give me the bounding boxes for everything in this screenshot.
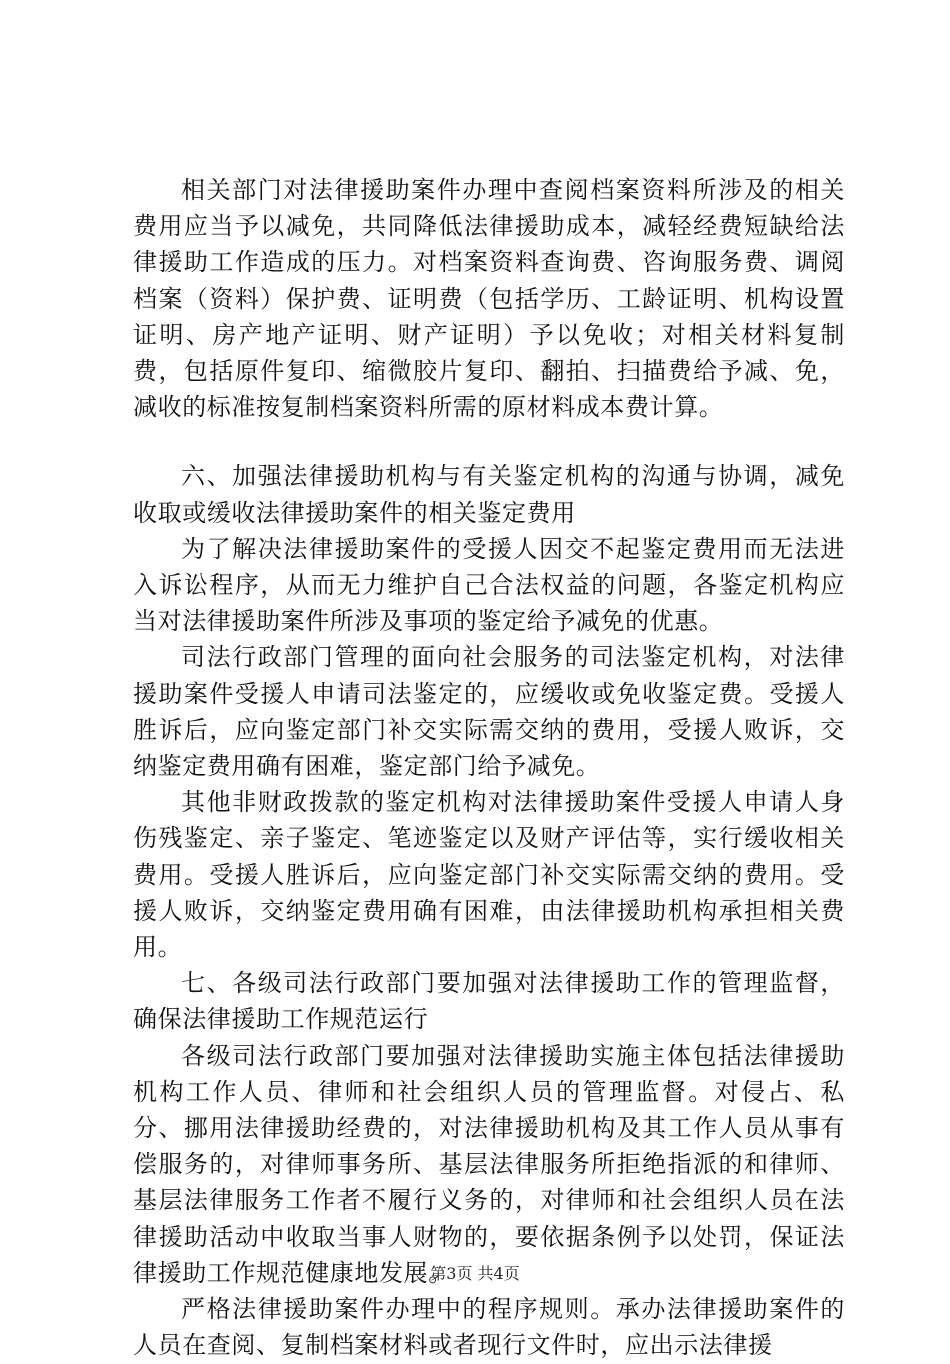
paragraph-supervision: 各级司法行政部门要加强对法律援助实施主体包括法律援助机构工作人员、律师和社会组织人员的管理监督。对侵占、私分、挪用法律援助经费的，对法律援助机构及其工作人员从事有偿服务的，对律师事务所、基层法律服务所拒绝指派的和律师、基层法律服务工作者不履行义务的，对律师和社会组织人员在法律援助活动中收取当事人财物的，要依据条例予以处罚，保证法律援助工作规范健康地发展。 <box>133 1041 845 1287</box>
paragraph-other-appraisal: 其他非财政拨款的鉴定机构对法律援助案件受援人申请人身伤残鉴定、亲子鉴定、笔迹鉴定以及财产评估等，实行缓收相关费用。受援人胜诉后，应向鉴定部门补交实际需交纳的费用。受援人败诉，交纳鉴定费用确有困难，由法律援助机构承担相关费用。 <box>133 788 845 962</box>
paragraph-appraisal-purpose: 为了解决法律援助案件的受援人因交不起鉴定费用而无法进入诉讼程序，从而无力维护自己合法权益的问题，各鉴定机构应当对法律援助案件所涉及事项的鉴定给予减免的优惠。 <box>133 534 845 636</box>
paragraph-fee-reduction: 相关部门对法律援助案件办理中查阅档案资料所涉及的相关费用应当予以减免，共同降低法律援助成本，减轻经费短缺给法律援助工作造成的压力。对档案资料查询费、咨询服务费、调阅档案（资料）保护费、证明费（包括学历、工龄证明、机构设置证明、房产地产证明、财产证明）予以免收；对相关材料复制费，包括原件复印、缩微胶片复印、翻拍、扫描费给予减、免，减收的标准按复制档案资料所需的原材料成本费计算。 <box>133 176 845 422</box>
paragraph-judicial-appraisal: 司法行政部门管理的面向社会服务的司法鉴定机构，对法律援助案件受援人申请司法鉴定的，应缓收或免收鉴定费。受援人胜诉后，应向鉴定部门补交实际需交纳的费用，受援人败诉，交纳鉴定费用确有困难，鉴定部门给予减免。 <box>133 643 845 781</box>
paragraph-spacer <box>133 425 845 458</box>
heading-section-seven: 七、各级司法行政部门要加强对法律援助工作的管理监督，确保法律援助工作规范运行 <box>133 969 845 1034</box>
document-body <box>133 172 845 1364</box>
paragraph-procedure-rules: 严格法律援助案件办理中的程序规则。承办法律援助案件的人员在查阅、复制档案材料或者现行文件时，应出示法律援 <box>133 1295 845 1360</box>
page-number: 第3页 共4页 <box>430 1264 520 1283</box>
heading-section-six: 六、加强法律援助机构与有关鉴定机构的沟通与协调，减免收取或缓收法律援助案件的相关鉴定费用 <box>133 462 845 527</box>
